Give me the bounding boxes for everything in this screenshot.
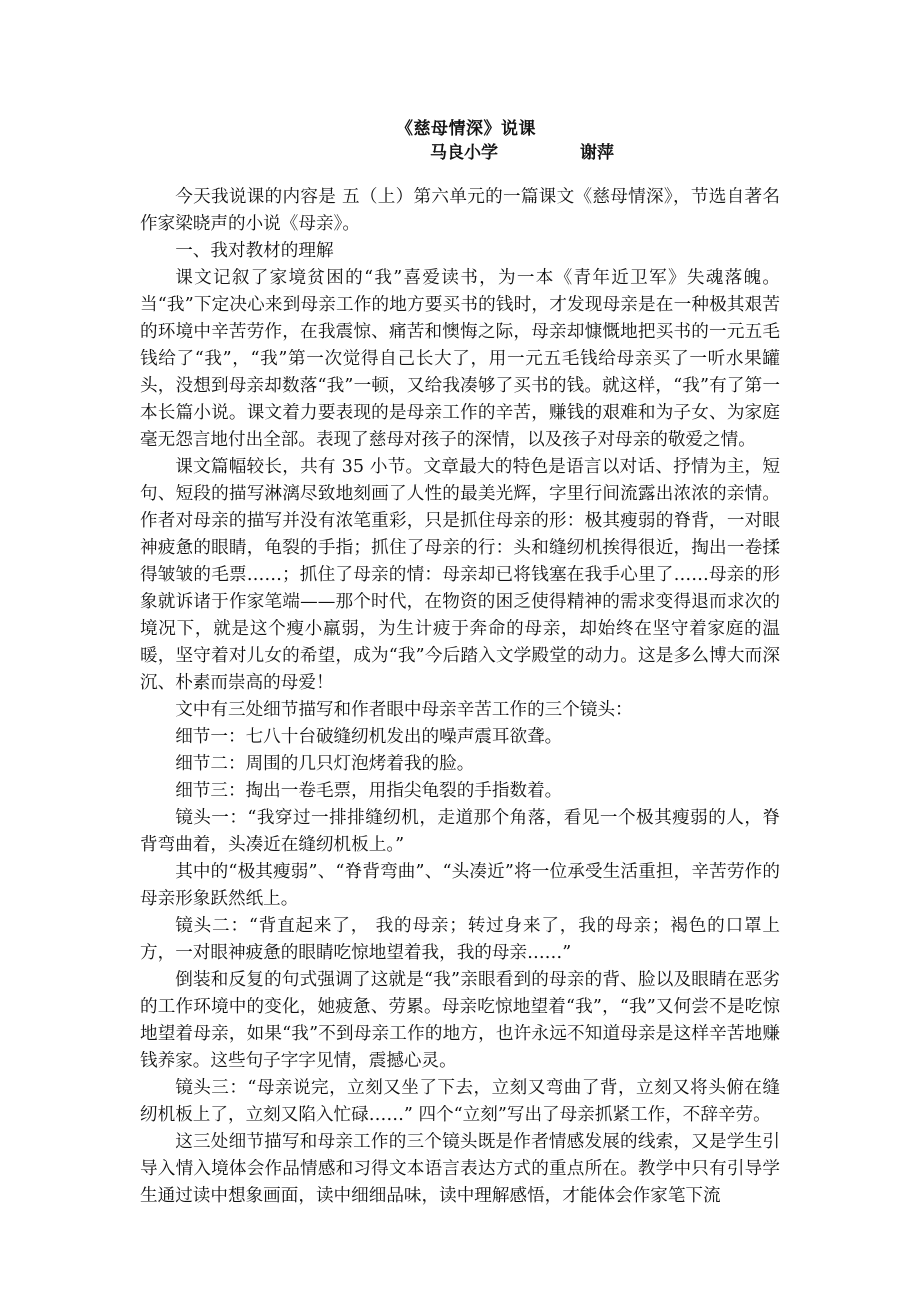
scene-item: 镜头二：“背直起来了， 我的母亲；转过身来了，我的母亲；褐色的口罩上方，一对眼神疲惫的眼睛吃惊地望着我，我的母亲……” — [140, 916, 780, 963]
document-body — [140, 184, 780, 1210]
school-name: 马良小学 — [430, 143, 498, 163]
paragraph: 课文记叙了家境贫困的“我”喜爱读书，为一本《青年近卫军》失魂落魄。当“我”下定决心来到母亲工作的地方要买书的钱时，才发现母亲是在一种极其艰苦的环境中辛苦劳作，在我震惊、痛苦和懊悔之际，母亲却慷慨地把买书的一元五毛钱给了“我”，“我”第一次觉得自己长大了，用一元五毛钱给母亲买了一听水果罐头，没想到母亲却数落“我”一顿，又给我凑够了买书的钱。就这样，“我”有了第一本长篇小说。课文着力要表现的是母亲工作的辛苦，赚钱的艰难和为子女、为家庭毫无怨言地付出全部。表现了慈母对孩子的深情，以及孩子对母亲的敬爱之情。 — [140, 268, 780, 450]
paragraph: 这三处细节描写和母亲工作的三个镜头既是作者情感发展的线索，又是学生引导入情入境体会作品情感和习得文本语言表达方式的重点所在。教学中只有引导学生通过读中想象画面，读中细细品味，读中理解感悟，才能体会作家笔下流 — [140, 1132, 780, 1206]
document-title: 《慈母情深》说课 — [396, 119, 536, 139]
byline — [430, 138, 614, 163]
section-heading: 一、我对教材的理解 — [175, 241, 334, 261]
author-name: 谢萍 — [580, 143, 614, 163]
detail-item: 细节二：周围的几只灯泡烤着我的脸。 — [175, 754, 475, 774]
paragraph: 今天我说课的内容是 五（上）第六单元的一篇课文《慈母情深》，节选自著名作家梁晓声的小说《母亲》。 — [140, 187, 780, 234]
scene-item: 镜头一：“我穿过一排排缝纫机，走道那个角落，看见一个极其瘦弱的人，脊背弯曲着，头凑近在缝纫机板上。” — [140, 808, 780, 855]
detail-item: 细节一：七八十台破缝纫机发出的噪声震耳欲聋。 — [175, 727, 563, 747]
paragraph: 倒装和反复的句式强调了这就是“我”亲眼看到的母亲的背、脸以及眼睛在恶劣的工作环境中的变化，她疲惫、劳累。母亲吃惊地望着“我”，“我”又何尝不是吃惊地望着母亲，如果“我”不到母亲工作的地方，也许永远不知道母亲是这样辛苦地赚钱养家。这些句子字字见情，震撼心灵。 — [140, 970, 780, 1071]
scene-item: 镜头三：“母亲说完，立刻又坐了下去，立刻又弯曲了背，立刻又将头俯在缝纫机板上了，立刻又陷入忙碌……” 四个“立刻”写出了母亲抓紧工作，不辞辛劳。 — [140, 1078, 780, 1125]
detail-item: 细节三：掏出一卷毛票，用指尖龟裂的手指数着。 — [175, 781, 563, 801]
paragraph: 文中有三处细节描写和作者眼中母亲辛苦工作的三个镜头： — [175, 700, 633, 720]
paragraph: 其中的“极其瘦弱”、“脊背弯曲”、“头凑近”将一位承受生活重担，辛苦劳作的母亲形象跃然纸上。 — [140, 862, 780, 909]
paragraph: 课文篇幅较长，共有 35 小节。文章最大的特色是语言以对话、抒情为主，短句、短段的描写淋漓尽致地刻画了人性的最美光辉，字里行间流露出浓浓的亲情。作者对母亲的描写并没有浓笔重彩，只是抓住母亲的形：极其瘦弱的脊背，一对眼神疲惫的眼睛，龟裂的手指；抓住了母亲的行：头和缝纫机挨得很近，掏出一卷揉得皱皱的毛票……；抓住了母亲的情：母亲却已将钱塞在我手心里了……母亲的形象就诉诸于作家笔端——那个时代，在物资的困乏使得精神的需求变得退而求次的境况下，就是这个瘦小羸弱，为生计疲于奔命的母亲，却始终在坚守着家庭的温暖，坚守着对儿女的希望，成为“我”今后踏入文学殿堂的动力。这是多么博大而深沉、朴素而崇高的母爱！ — [140, 457, 780, 693]
